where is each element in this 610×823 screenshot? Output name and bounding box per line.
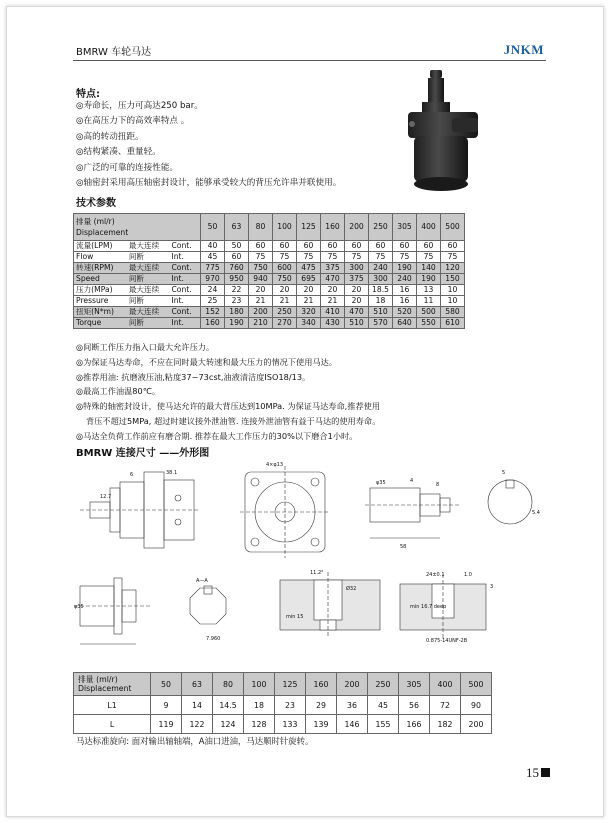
cell: 75 <box>297 252 321 263</box>
cell: 60 <box>297 241 321 252</box>
shaft-detail-drawing <box>365 488 460 538</box>
cell: 75 <box>441 252 465 263</box>
cell: 29 <box>306 696 337 715</box>
cell: 240 <box>369 263 393 274</box>
dim-label: Ø32 <box>346 586 357 592</box>
dim-label: 7.960 <box>206 636 221 642</box>
features-list <box>76 99 341 191</box>
row-sub: 间断 <box>127 318 170 329</box>
cell: 970 <box>201 274 225 285</box>
spec-header-en: Displacement <box>76 228 129 237</box>
spec-header-label <box>74 214 201 241</box>
row-unit: Cont. <box>170 285 201 296</box>
cell: 75 <box>249 252 273 263</box>
cell: 23 <box>275 696 306 715</box>
dim-label: A—A <box>196 578 208 584</box>
cell: 375 <box>345 274 369 285</box>
brand-logo: JNKM <box>503 42 544 57</box>
cell: 24 <box>201 285 225 296</box>
dim-col: 400 <box>430 673 461 696</box>
dim-label: φ35 <box>74 604 84 610</box>
cell: 155 <box>368 715 399 734</box>
dim-label: 4 <box>410 478 414 484</box>
port-detail-drawing <box>280 572 380 638</box>
torque-label: 扭矩(N*m) <box>74 307 127 318</box>
feature-item: ◎轴密封采用高压轴密封设计，能够承受较大的背压允许串并联使用。 <box>76 178 342 189</box>
cell: 580 <box>441 307 465 318</box>
row-sub: 间断 <box>127 296 170 307</box>
dim-col: 80 <box>213 673 244 696</box>
speed-label: 转速(RPM) <box>74 263 127 274</box>
lower-shaft-drawing <box>74 578 150 644</box>
spec-table <box>73 213 465 329</box>
cell: 210 <box>249 318 273 329</box>
cell: 510 <box>345 318 369 329</box>
dim-col: 125 <box>275 673 306 696</box>
note-item: ◎推荐用油: 抗磨液压油,粘度37~73cst,油液清洁度ISO18/13。 <box>76 371 311 382</box>
cell: 128 <box>244 715 275 734</box>
cell: 13 <box>417 285 441 296</box>
features-title: 特点: <box>76 89 100 100</box>
cell: 20 <box>273 285 297 296</box>
feature-item: ◎广泛的可靠的连接性能。 <box>76 162 179 173</box>
row-label-L1: L1 <box>74 696 151 715</box>
cell: 56 <box>399 696 430 715</box>
cell: 25 <box>201 296 225 307</box>
row-sub: 最大连续 <box>127 263 170 274</box>
cell: 119 <box>151 715 182 734</box>
section-aa-drawing <box>190 586 226 624</box>
dim-col: 200 <box>337 673 368 696</box>
cell: 600 <box>273 263 297 274</box>
cell: 510 <box>369 307 393 318</box>
cell: 18 <box>244 696 275 715</box>
row-sub: 最大连续 <box>127 285 170 296</box>
dim-label: 6 <box>130 472 134 478</box>
speed-label-en: Speed <box>74 274 127 285</box>
spec-col: 500 <box>441 214 465 241</box>
cell: 320 <box>297 307 321 318</box>
note-item: ◎为保证马达寿命，不应在同时最大转速和最大压力的情况下使用马达。 <box>76 356 337 367</box>
cell: 182 <box>430 715 461 734</box>
cell: 10 <box>441 285 465 296</box>
feature-item: ◎在高压力下的高效率特点 。 <box>76 116 190 127</box>
cell: 36 <box>337 696 368 715</box>
cell: 60 <box>417 241 441 252</box>
cell: 20 <box>345 285 369 296</box>
note-item: ◎间断工作压力指入口最大允许压力。 <box>76 342 215 352</box>
cell: 16 <box>393 296 417 307</box>
cell: 60 <box>441 241 465 252</box>
cell: 133 <box>275 715 306 734</box>
cell: 120 <box>441 263 465 274</box>
rotation-note: 马达标准旋向: 面对输出轴轴端，A油口进油，马达顺时针旋转。 <box>76 736 314 746</box>
cell: 75 <box>273 252 297 263</box>
dim-col: 305 <box>399 673 430 696</box>
dim-label: 4×φ13 <box>266 462 284 468</box>
cell: 75 <box>321 252 345 263</box>
cell: 760 <box>225 263 249 274</box>
cell: 72 <box>430 696 461 715</box>
cell: 122 <box>182 715 213 734</box>
cell: 60 <box>345 241 369 252</box>
cell: 139 <box>306 715 337 734</box>
cell: 140 <box>417 263 441 274</box>
dim-label: 8 <box>436 482 440 488</box>
cell: 190 <box>417 274 441 285</box>
dim-label: 3 <box>490 584 494 590</box>
cell: 18 <box>369 296 393 307</box>
row-sub: 最大连续 <box>127 307 170 318</box>
keyway-end-drawing <box>488 480 532 524</box>
pressure-label: 压力(MPa) <box>74 285 127 296</box>
row-label-L: L <box>74 715 151 734</box>
cell: 250 <box>273 307 297 318</box>
cell: 60 <box>321 241 345 252</box>
cell: 160 <box>201 318 225 329</box>
dim-label: 1.0 <box>464 572 472 578</box>
page-number-text: 15 <box>526 765 539 780</box>
cell: 300 <box>345 263 369 274</box>
cell: 20 <box>297 285 321 296</box>
row-sub: 间断 <box>127 274 170 285</box>
cell: 270 <box>273 318 297 329</box>
dim-col: 250 <box>368 673 399 696</box>
dim-col: 50 <box>151 673 182 696</box>
notes-list <box>76 340 380 444</box>
feature-item: ◎结构紧凑、重量轻。 <box>76 147 161 158</box>
cell: 430 <box>321 318 345 329</box>
cell: 60 <box>249 241 273 252</box>
cell: 950 <box>225 274 249 285</box>
cell: 124 <box>213 715 244 734</box>
spec-col: 400 <box>417 214 441 241</box>
dim-label: 12.7 <box>100 494 112 500</box>
cell: 22 <box>225 285 249 296</box>
dim-col: 500 <box>461 673 492 696</box>
cell: 14.5 <box>213 696 244 715</box>
cell: 570 <box>369 318 393 329</box>
row-sub: 间断 <box>127 252 170 263</box>
motor-photo <box>400 68 490 196</box>
cell: 200 <box>249 307 273 318</box>
cell: 750 <box>273 274 297 285</box>
cell: 75 <box>393 252 417 263</box>
spec-col: 125 <box>297 214 321 241</box>
cell: 190 <box>225 318 249 329</box>
cell: 550 <box>417 318 441 329</box>
torque-label-en: Torque <box>74 318 127 329</box>
cell: 75 <box>417 252 441 263</box>
cell: 640 <box>393 318 417 329</box>
cell: 40 <box>201 241 225 252</box>
cell: 16 <box>393 285 417 296</box>
dim-col: 63 <box>182 673 213 696</box>
spec-col: 50 <box>201 214 225 241</box>
note-item: 背压不超过5MPa, 超过时建议接外泄油管. 连接外泄油管有益于马达的使用寿命。 <box>86 415 381 426</box>
flow-label-en: Flow <box>74 252 127 263</box>
dim-label: 11.2° <box>310 570 324 576</box>
row-unit: Cont. <box>170 307 201 318</box>
row-unit: Int. <box>170 296 201 307</box>
square-icon <box>541 768 550 777</box>
cell: 500 <box>417 307 441 318</box>
row-unit: Cont. <box>170 263 201 274</box>
spec-title: 技术参数 <box>76 198 116 209</box>
spec-header-cn: 排量 (ml/r) <box>76 217 115 226</box>
row-unit: Int. <box>170 274 201 285</box>
cell: 750 <box>249 263 273 274</box>
cell: 166 <box>399 715 430 734</box>
cell: 470 <box>345 307 369 318</box>
row-unit: Int. <box>170 318 201 329</box>
cell: 190 <box>393 263 417 274</box>
spec-col: 100 <box>273 214 297 241</box>
cell: 9 <box>151 696 182 715</box>
note-item: ◎特殊的轴密封设计，使马达允许的最大背压达到10MPa. 为保证马达寿命,推荐使用 <box>76 401 381 412</box>
note-item: ◎马达全负荷工作前应有磨合期. 推荐在最大工作压力的30%以下磨合1小时。 <box>76 430 358 441</box>
cell: 10 <box>441 296 465 307</box>
dimensions-title: BMRW 连接尺寸 ——外形图 <box>76 448 210 459</box>
header-divider <box>73 60 546 61</box>
dim-label: 24±0.1 <box>426 572 445 578</box>
cell: 146 <box>337 715 368 734</box>
cell: 775 <box>201 263 225 274</box>
cell: 60 <box>273 241 297 252</box>
cell: 410 <box>321 307 345 318</box>
spec-col: 63 <box>225 214 249 241</box>
dim-col: 160 <box>306 673 337 696</box>
dim-col: 100 <box>244 673 275 696</box>
feature-item: ◎寿命长，压力可高达250 bar。 <box>76 101 203 111</box>
flow-label: 流量(LPM) <box>74 241 127 252</box>
cell: 90 <box>461 696 492 715</box>
flange-view-drawing <box>240 466 330 558</box>
dim-header-en: Displacement <box>78 684 132 693</box>
cell: 45 <box>201 252 225 263</box>
cell: 940 <box>249 274 273 285</box>
dim-label: 0.875-14UNF-2B <box>426 638 468 644</box>
cell: 150 <box>441 274 465 285</box>
dim-label: 38.1 <box>166 470 178 476</box>
dimension-drawings <box>70 458 550 670</box>
cell: 75 <box>369 252 393 263</box>
spec-col: 160 <box>321 214 345 241</box>
cell: 21 <box>273 296 297 307</box>
cell: 340 <box>297 318 321 329</box>
dim-header-cn: 排量 (ml/r) <box>78 675 118 684</box>
header-title: BMRW 车轮马达 <box>76 47 152 58</box>
dim-header <box>74 673 151 696</box>
side-view-drawing <box>80 472 200 548</box>
cell: 60 <box>225 252 249 263</box>
cell: 11 <box>417 296 441 307</box>
note-item: ◎最高工作油温80℃。 <box>76 386 161 397</box>
cell: 240 <box>393 274 417 285</box>
cell: 21 <box>249 296 273 307</box>
spec-col: 200 <box>345 214 369 241</box>
cell: 45 <box>368 696 399 715</box>
cell: 20 <box>345 296 369 307</box>
cell: 520 <box>393 307 417 318</box>
dim-label: φ35 <box>376 480 386 486</box>
cell: 470 <box>321 274 345 285</box>
cell: 695 <box>297 274 321 285</box>
pressure-label-en: Pressure <box>74 296 127 307</box>
spec-col: 305 <box>393 214 417 241</box>
cell: 375 <box>321 263 345 274</box>
cell: 60 <box>369 241 393 252</box>
cell: 300 <box>369 274 393 285</box>
cell: 75 <box>345 252 369 263</box>
cell: 20 <box>321 285 345 296</box>
dim-label: 5 <box>502 470 506 476</box>
cell: 610 <box>441 318 465 329</box>
cell: 60 <box>393 241 417 252</box>
cell: 18.5 <box>369 285 393 296</box>
cell: 14 <box>182 696 213 715</box>
spec-col: 80 <box>249 214 273 241</box>
dim-label: min 15 <box>286 614 304 620</box>
cell: 23 <box>225 296 249 307</box>
cell: 475 <box>297 263 321 274</box>
feature-item: ◎高的转动扭距。 <box>76 131 144 142</box>
row-sub: 最大连续 <box>127 241 170 252</box>
cell: 20 <box>249 285 273 296</box>
cell: 50 <box>225 241 249 252</box>
dim-label: min 16.7 deep <box>410 604 447 610</box>
dim-label: 5.4 <box>532 510 540 516</box>
cell: 21 <box>321 296 345 307</box>
row-unit: Cont. <box>170 241 201 252</box>
cell: 152 <box>201 307 225 318</box>
page-number <box>526 765 550 781</box>
cell: 180 <box>225 307 249 318</box>
row-unit: Int. <box>170 252 201 263</box>
spec-col: 250 <box>369 214 393 241</box>
dimension-table <box>73 672 492 734</box>
cell: 200 <box>461 715 492 734</box>
cell: 21 <box>297 296 321 307</box>
dim-label: 58 <box>400 544 407 550</box>
